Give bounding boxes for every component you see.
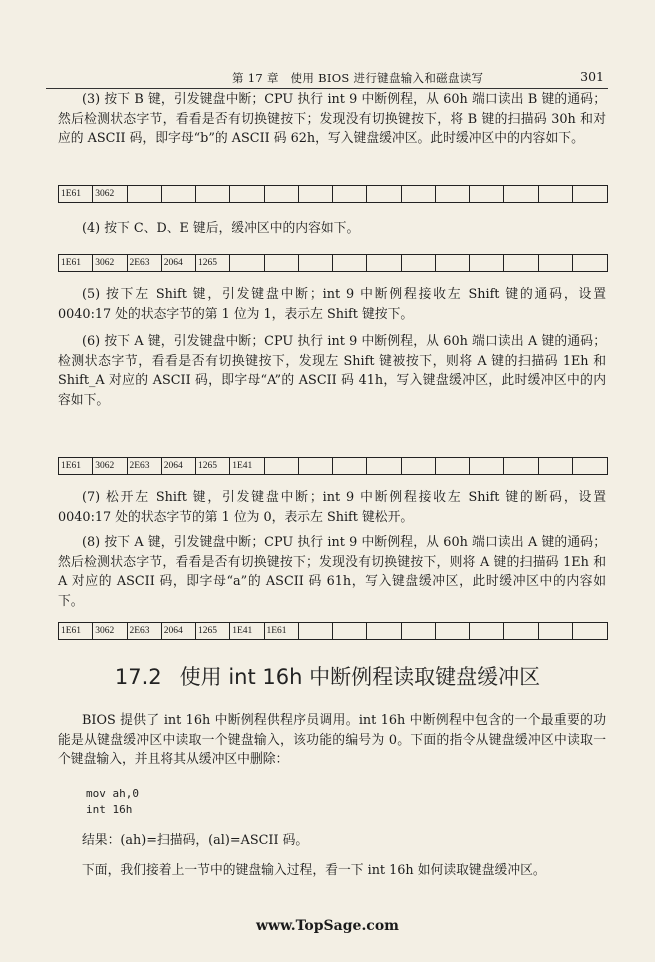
buffer-table-1 [58,185,608,203]
buffer-cell [333,255,367,271]
buffer-cell: 3062 [93,255,127,271]
buffer-cell [402,186,436,202]
buffer-cell [436,458,470,474]
buffer-cell [504,623,538,639]
buffer-cell [333,623,367,639]
footer-watermark: www.TopSage.com [256,918,399,934]
buffer-cell [470,623,504,639]
buffer-cell: 3062 [93,186,127,202]
buffer-cell: 1265 [196,623,230,639]
buffer-cell: 3062 [93,623,127,639]
buffer-cell [333,186,367,202]
buffer-cell [470,186,504,202]
buffer-cell [539,255,573,271]
buffer-cell [573,255,607,271]
paragraph-step-4: (4) 按下 C、D、E 键后，缓冲区中的内容如下。 [82,221,360,236]
buffer-table-4 [58,622,608,640]
paragraph-step-8: (8) 按下 A 键，引发键盘中断；CPU 执行 int 9 中断例程，从 60h 端口读出 A 键的通码；然后检测状态字节，看看是否有切换键按下；发现没有切换键按下，则将 A 键的扫描码 1Eh 和 A 对应的 ASCII 码，即字母“a”的 ASCII 码 61h，写入键盘缓冲区，此时缓冲区中的内容如下。 [58,535,606,609]
buffer-cell [265,255,299,271]
paragraph-step-3: (3) 按下 B 键，引发键盘中断；CPU 执行 int 9 中断例程，从 60h 端口读出 B 键的通码；然后检测状态字节，看看是否有切换键按下；发现没有切换键按下，将 B 键的扫描码 30h 和对应的 ASCII 码，即字母“b”的 ASCII 码 62h，写入键盘缓冲区。此时缓冲区中的内容如下。 [58,92,606,147]
buffer-cell [230,255,264,271]
buffer-table-3 [58,457,608,475]
buffer-cell [470,458,504,474]
buffer-cell [573,186,607,202]
buffer-cell [128,186,162,202]
chapter-title: 第 17 章 使用 BIOS 进行键盘输入和磁盘读写 [232,71,484,85]
buffer-cell [196,186,230,202]
buffer-cell [402,458,436,474]
buffer-cell: 1265 [196,255,230,271]
code-line-2: int 16h [86,803,133,816]
page-number: 301 [580,69,604,84]
paragraph-step-6: (6) 按下 A 键，引发键盘中断；CPU 执行 int 9 中断例程，从 60h 端口读出 A 键的通码；检测状态字节，看看是否有切换键按下，发现左 Shift 键被按下，则将 A 键的扫描码 1Eh 和 Shift_A 对应的 ASCII 码，即字母“A”的 ASCII 码 41h，写入键盘缓冲区，此时缓冲区中的内容如下。 [58,334,606,408]
buffer-cell [402,623,436,639]
buffer-cell: 1E61 [59,458,93,474]
buffer-cell [367,623,401,639]
buffer-cell [539,458,573,474]
running-header [46,66,608,89]
code-line-1: mov ah,0 [86,787,139,800]
buffer-cell: 1265 [196,458,230,474]
buffer-cell: 2E63 [128,255,162,271]
buffer-table-2 [58,254,608,272]
buffer-cell [436,255,470,271]
buffer-cell [367,186,401,202]
buffer-cell: 2064 [162,458,196,474]
buffer-cell: 2064 [162,623,196,639]
buffer-cell: 1E61 [59,186,93,202]
buffer-cell [504,458,538,474]
buffer-cell: 1E61 [59,255,93,271]
buffer-cell [333,458,367,474]
paragraph-bios-intro: BIOS 提供了 int 16h 中断例程供程序员调用。int 16h 中断例程中包含的一个最重要的功能是从键盘缓冲区中读取一个键盘输入，该功能的编号为 0。下面的指令从键盘缓冲区中读取一个键盘输入，并且将其从缓冲区中删除： [58,713,606,768]
section-heading [0,661,655,691]
buffer-cell [573,458,607,474]
paragraph-result: 结果：(ah)=扫描码，(al)=ASCII 码。 [82,833,309,848]
buffer-cell [402,255,436,271]
buffer-cell [367,458,401,474]
buffer-cell [299,186,333,202]
buffer-cell [539,186,573,202]
buffer-cell: 2E63 [128,458,162,474]
buffer-cell [162,186,196,202]
buffer-cell: 3062 [93,458,127,474]
buffer-cell [299,623,333,639]
paragraph-step-7: (7) 松开左 Shift 键，引发键盘中断；int 9 中断例程接收左 Shift 键的断码，设置 0040:17 处的状态字节的第 1 位为 0，表示左 Shift 键松开。 [58,490,606,525]
buffer-cell [265,186,299,202]
buffer-cell: 1E61 [59,623,93,639]
buffer-cell [367,255,401,271]
buffer-cell [504,186,538,202]
buffer-cell [470,255,504,271]
buffer-cell [265,458,299,474]
buffer-cell [299,255,333,271]
buffer-cell [436,186,470,202]
buffer-cell: 1E41 [230,458,264,474]
paragraph-step-5: (5) 按下左 Shift 键，引发键盘中断；int 9 中断例程接收左 Shift 键的通码，设置 0040:17 处的状态字节的第 1 位为 1，表示左 Shift 键按下。 [58,287,606,322]
buffer-cell: 2064 [162,255,196,271]
buffer-cell [230,186,264,202]
buffer-cell [504,255,538,271]
paragraph-next: 下面，我们接着上一节中的键盘输入过程，看一下 int 16h 如何读取键盘缓冲区。 [82,863,546,878]
buffer-cell: 1E61 [265,623,299,639]
section-title-text: 使用 int 16h 中断例程读取键盘缓冲区 [179,665,541,689]
buffer-cell [539,623,573,639]
buffer-cell [573,623,607,639]
buffer-cell [299,458,333,474]
buffer-cell [436,623,470,639]
buffer-cell: 1E41 [230,623,264,639]
buffer-cell: 2E63 [128,623,162,639]
section-number: 17.2 [114,665,162,689]
